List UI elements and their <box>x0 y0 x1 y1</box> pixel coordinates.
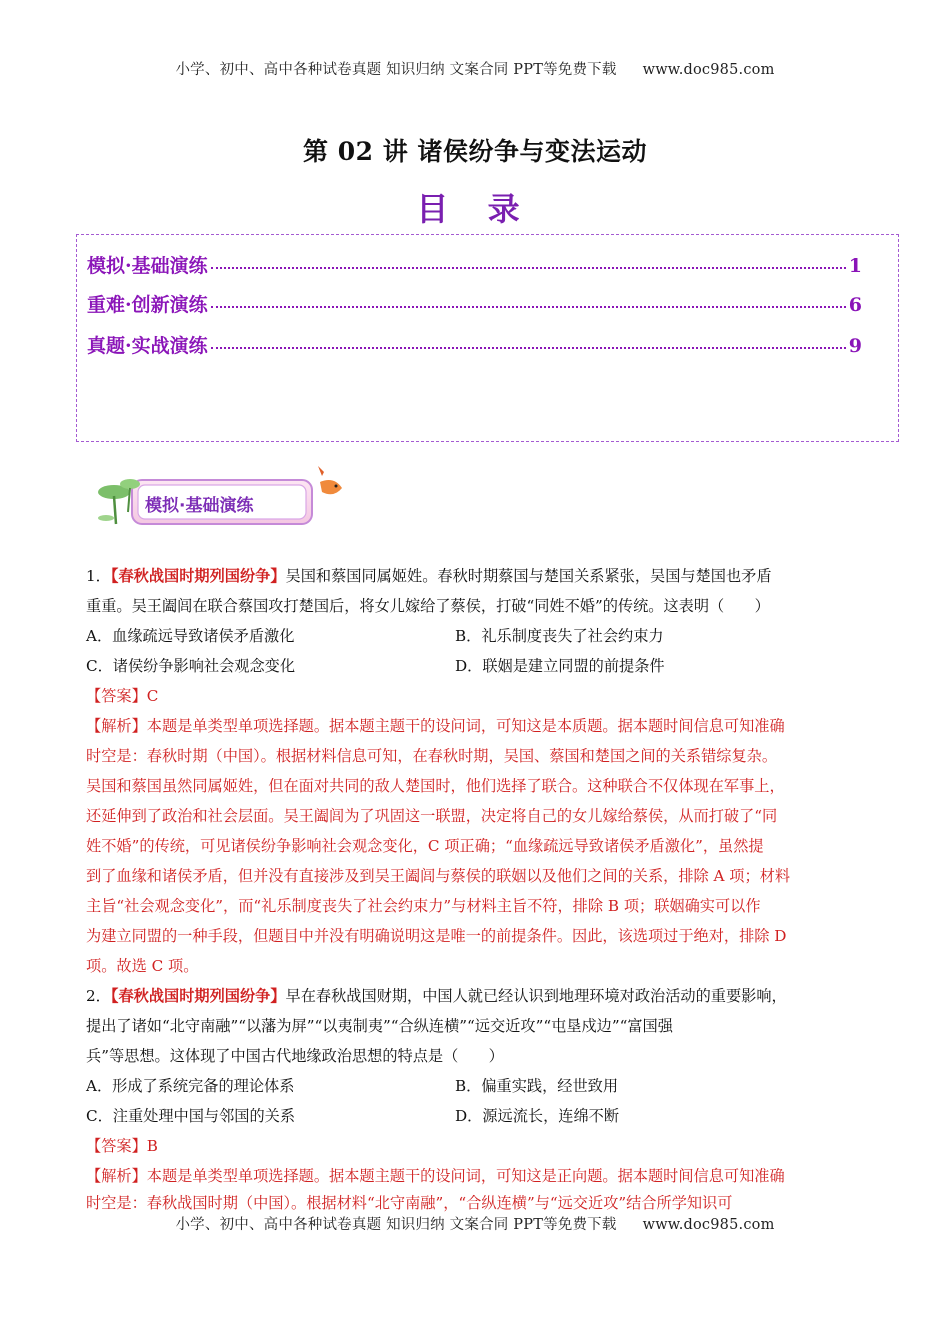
q1-stem-text: 吴国和蔡国同属姬姓。春秋时期蔡国与楚国关系紧张，吴国与楚国也矛盾 <box>285 567 772 585</box>
q1-option-c[interactable]: C．诸侯纷争影响社会观念变化 <box>86 657 296 675</box>
q1-option-b[interactable]: B．礼乐制度丧失了社会约束力 <box>455 627 664 645</box>
q1-stem-line2: 重重。吴王阖闾在联合蔡国攻打楚国后，将女儿嫁给了蔡侯，打破“同姓不婚”的传统。这表明（ ） <box>86 597 770 615</box>
q1-analysis-line: 到了血缘和诸侯矛盾，但并没有直接涉及到吴王阖闾与蔡侯的联姻以及他们之间的关系，排除 A 项；材料 <box>86 867 791 885</box>
page-title: 第 02 讲 诸侯纷争与变法运动 <box>303 137 647 166</box>
footer-text: 小学、初中、高中各种试卷真题 知识归纳 文案合同 PPT等免费下载 <box>175 1217 617 1233</box>
q1-analysis-line: 【解析】本题是单类型单项选择题。据本题主题干的设问词，可知这是本质题。据本题时间信息可知准确 <box>86 717 785 735</box>
q2-analysis-line: 时空是：春秋战国时期（中国）。根据材料“北守南融”，“合纵连横”与“远交近攻”结合所学知识可 <box>86 1194 733 1212</box>
toc-item-label: 重难·创新演练 <box>87 294 208 316</box>
q2-stem-line3: 兵”等思想。这体现了中国古代地缘政治思想的特点是（ ） <box>86 1047 504 1065</box>
q2-stem-line1 <box>86 986 787 1006</box>
section-banner-label: 模拟·基础演练 <box>145 496 254 516</box>
q2-topic-tag: 【春秋战国时期列国纷争】 <box>110 987 286 1005</box>
page-footer <box>0 1213 950 1234</box>
page-header <box>0 58 950 79</box>
q1-analysis-line: 还延伸到了政治和社会层面。吴王阖闾为了巩固这一联盟，决定将自己的女儿嫁给蔡侯，从而打破了“同 <box>86 807 778 825</box>
q1-topic-tag: 【春秋战国时期列国纷争】 <box>110 567 286 585</box>
toc-item-page: 1 <box>848 255 862 277</box>
toc-leader-dots <box>211 306 846 308</box>
fish-icon <box>318 466 342 494</box>
q1-option-d[interactable]: D．联姻是建立同盟的前提条件 <box>455 657 665 675</box>
toc-heading: 目 录 <box>416 190 534 228</box>
q2-analysis-line: 【解析】本题是单类型单项选择题。据本题主题干的设问词，可知这是正向题。据本题时间信息可知准确 <box>86 1167 785 1185</box>
toc-item-real-exam[interactable] <box>87 331 862 358</box>
header-text: 小学、初中、高中各种试卷真题 知识归纳 文案合同 PPT等免费下载 <box>175 62 617 78</box>
q2-stem-line2: 提出了诸如“北守南融”“以藩为屏”“以夷制夷”“合纵连横”“远交近攻”“屯垦戍边”“富国强 <box>86 1017 673 1035</box>
toc-item-label: 真题·实战演练 <box>87 335 208 357</box>
q2-option-c[interactable]: C．注重处理中国与邻国的关系 <box>86 1107 296 1125</box>
q1-analysis-line: 姓不婚”的传统，可见诸侯纷争影响社会观念变化，C 项正确；“血缘疏远导致诸侯矛盾激化”，虽然提 <box>86 837 764 855</box>
toc-item-basic[interactable] <box>87 251 862 278</box>
footer-url[interactable]: www.doc985.com <box>642 1217 775 1233</box>
q2-option-a[interactable]: A．形成了系统完备的理论体系 <box>86 1077 295 1095</box>
q2-number: 2． <box>86 987 111 1005</box>
q1-analysis-line: 时空是：春秋时期（中国）。根据材料信息可知，在春秋时期，吴国、蔡国和楚国之间的关系错综复杂。 <box>86 747 778 765</box>
q1-analysis-line: 项。故选 C 项。 <box>86 957 199 975</box>
toc-item-label: 模拟·基础演练 <box>87 255 208 277</box>
q1-analysis-line: 为建立同盟的一种手段，但题目中并没有明确说明这是唯一的前提条件。因此，该选项过于绝对，排除 D <box>86 927 787 945</box>
q1-analysis-line: 吴国和蔡国虽然同属姬姓，但在面对共同的敌人楚国时，他们选择了联合。这种联合不仅体现在军事上， <box>86 777 785 795</box>
toc-item-page: 6 <box>848 294 862 316</box>
q2-answer: 【答案】B <box>86 1137 158 1155</box>
toc-item-page: 9 <box>848 335 862 357</box>
q1-number: 1． <box>86 567 111 585</box>
toc-leader-dots <box>211 267 846 269</box>
toc-leader-dots <box>211 347 846 349</box>
q2-option-b[interactable]: B．偏重实践，经世致用 <box>455 1077 619 1095</box>
table-of-contents <box>76 234 899 442</box>
q1-analysis-line: 主旨“社会观念变化”，而“礼乐制度丧失了社会约束力”与材料主旨不符，排除 B 项；联姻确实可以作 <box>86 897 761 915</box>
q2-stem-text: 早在春秋战国财期，中国人就已经认识到地理环境对政治活动的重要影响， <box>285 987 787 1005</box>
q2-option-d[interactable]: D．源远流长，连绵不断 <box>455 1107 620 1125</box>
header-url[interactable]: www.doc985.com <box>642 62 775 78</box>
toc-item-difficult[interactable] <box>87 290 862 317</box>
q1-stem-line1 <box>86 566 772 586</box>
q1-option-a[interactable]: A．血缘疏远导致诸侯矛盾激化 <box>86 627 295 645</box>
q1-answer: 【答案】C <box>86 687 159 705</box>
